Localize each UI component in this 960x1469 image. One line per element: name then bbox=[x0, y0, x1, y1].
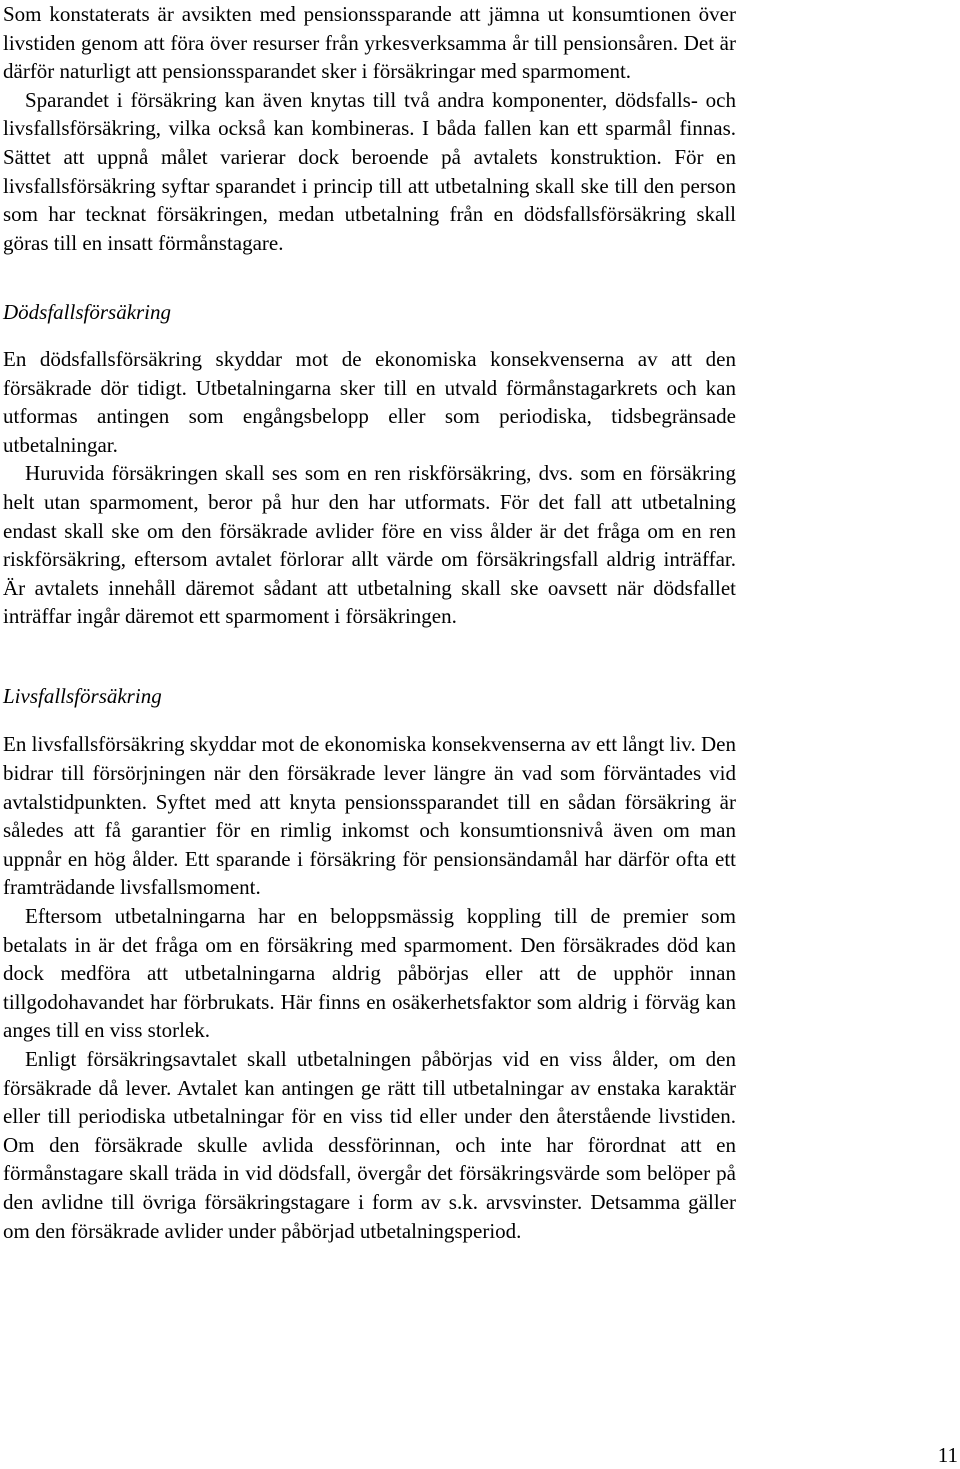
paragraph-dodsfall-1: En dödsfallsförsäkring skyddar mot de ekonomiska konsekvenserna av att den försäkrade dör tidigt. Utbetalningarna sker till en utvald förmånstagarkrets och kan utformas antingen som engångsbelopp eller som periodiska, tidsbegränsade utbetalningar. bbox=[3, 346, 736, 457]
paragraph-livsfall-1: En livsfallsförsäkring skyddar mot de ekonomiska konsekvenserna av ett långt liv. Den bidrar till försörjningen när den försäkrade lever längre än vad som förväntades vid avtalstidpunkten. Syftet med att knyta pensionssparandet till en sådan försäkring är således att få garantier för en rimlig inkomst och konsumtionsnivå även om man uppnår en hög ålder. Ett sparande i försäkring för pensionsändamål har därför ofta ett framträdande livsfallsmoment. bbox=[3, 732, 736, 900]
page-number: 11 bbox=[937, 1443, 958, 1467]
paragraph-livsfall-2: Eftersom utbetalningarna har en beloppsmässig koppling till de premier som betalats in är det fråga om en försäkring med sparmoment. Den försäkrades död kan dock medföra att utbetalningarna aldrig påbörjas eller att de upphör innan tillgodohavandet har förbrukats. Här finns en osäkerhetsfaktor som aldrig i förväg kan anges till en viss storlek. bbox=[3, 904, 736, 1043]
paragraph-dodsfall-2: Huruvida försäkringen skall ses som en ren riskförsäkring, dvs. som en försäkring helt utan sparmoment, beror på hur den har utformats. För det fall att utbetalning endast skall ske om den försäkrade avlider före en viss ålder är det fråga om en ren riskförsäkring, eftersom avtalet förlorar allt värde om försäkringsfall aldrig inträffar. Är avtalets innehåll däremot sådant att utbetalning skall ske oavsett när dödsfallet inträffar ingår däremot ett sparmoment i försäkringen. bbox=[3, 461, 736, 629]
paragraph-intro-2: Sparandet i försäkring kan även knytas till två andra komponenter, dödsfalls- och livsfallsförsäkring, vilka också kan kombineras. I båda fallen kan ett sparmål finnas. Sättet att uppnå målet varierar dock beroende på avtalets konstruktion. För en livsfallsförsäkring syftar sparandet i princip till att utbetalning skall ske till den person som har tecknat försäkringen, medan utbetalning från en dödsfallsförsäkring skall göras till en insatt förmånstagare. bbox=[3, 87, 736, 255]
paragraph-livsfall-3: Enligt försäkringsavtalet skall utbetalningen påbörjas vid en viss ålder, om den försäkrade då lever. Avtalet kan antingen ge rätt till utbetalningar av enstaka karaktär eller till periodiska utbetalningar för en viss tid eller under den återstående livstiden. Om den försäkrade skulle avlida dessförinnan, och inte har förordnat att en förmånstagare skall träda in vid dödsfall, övergår det försäkringsvärde som belöper på den avlidne till övriga försäkringstagare i form av s.k. arvsvinster. Detsamma gäller om den försäkrade avlider under påbörjad utbetalningsperiod. bbox=[3, 1047, 736, 1243]
paragraph-intro-1: Som konstaterats är avsikten med pensionssparande att jämna ut konsumtionen över livstiden genom att föra över resurser från yrkesverksamma år till pensionsåren. Det är därför naturligt att pensionssparandet sker i försäkringar med sparmoment. bbox=[3, 2, 736, 84]
document-page bbox=[3, 0, 736, 1245]
heading-livsfallsforsakring: Livsfallsförsäkring bbox=[3, 683, 162, 708]
heading-dodsfallsforsakring: Dödsfallsförsäkring bbox=[3, 300, 172, 325]
